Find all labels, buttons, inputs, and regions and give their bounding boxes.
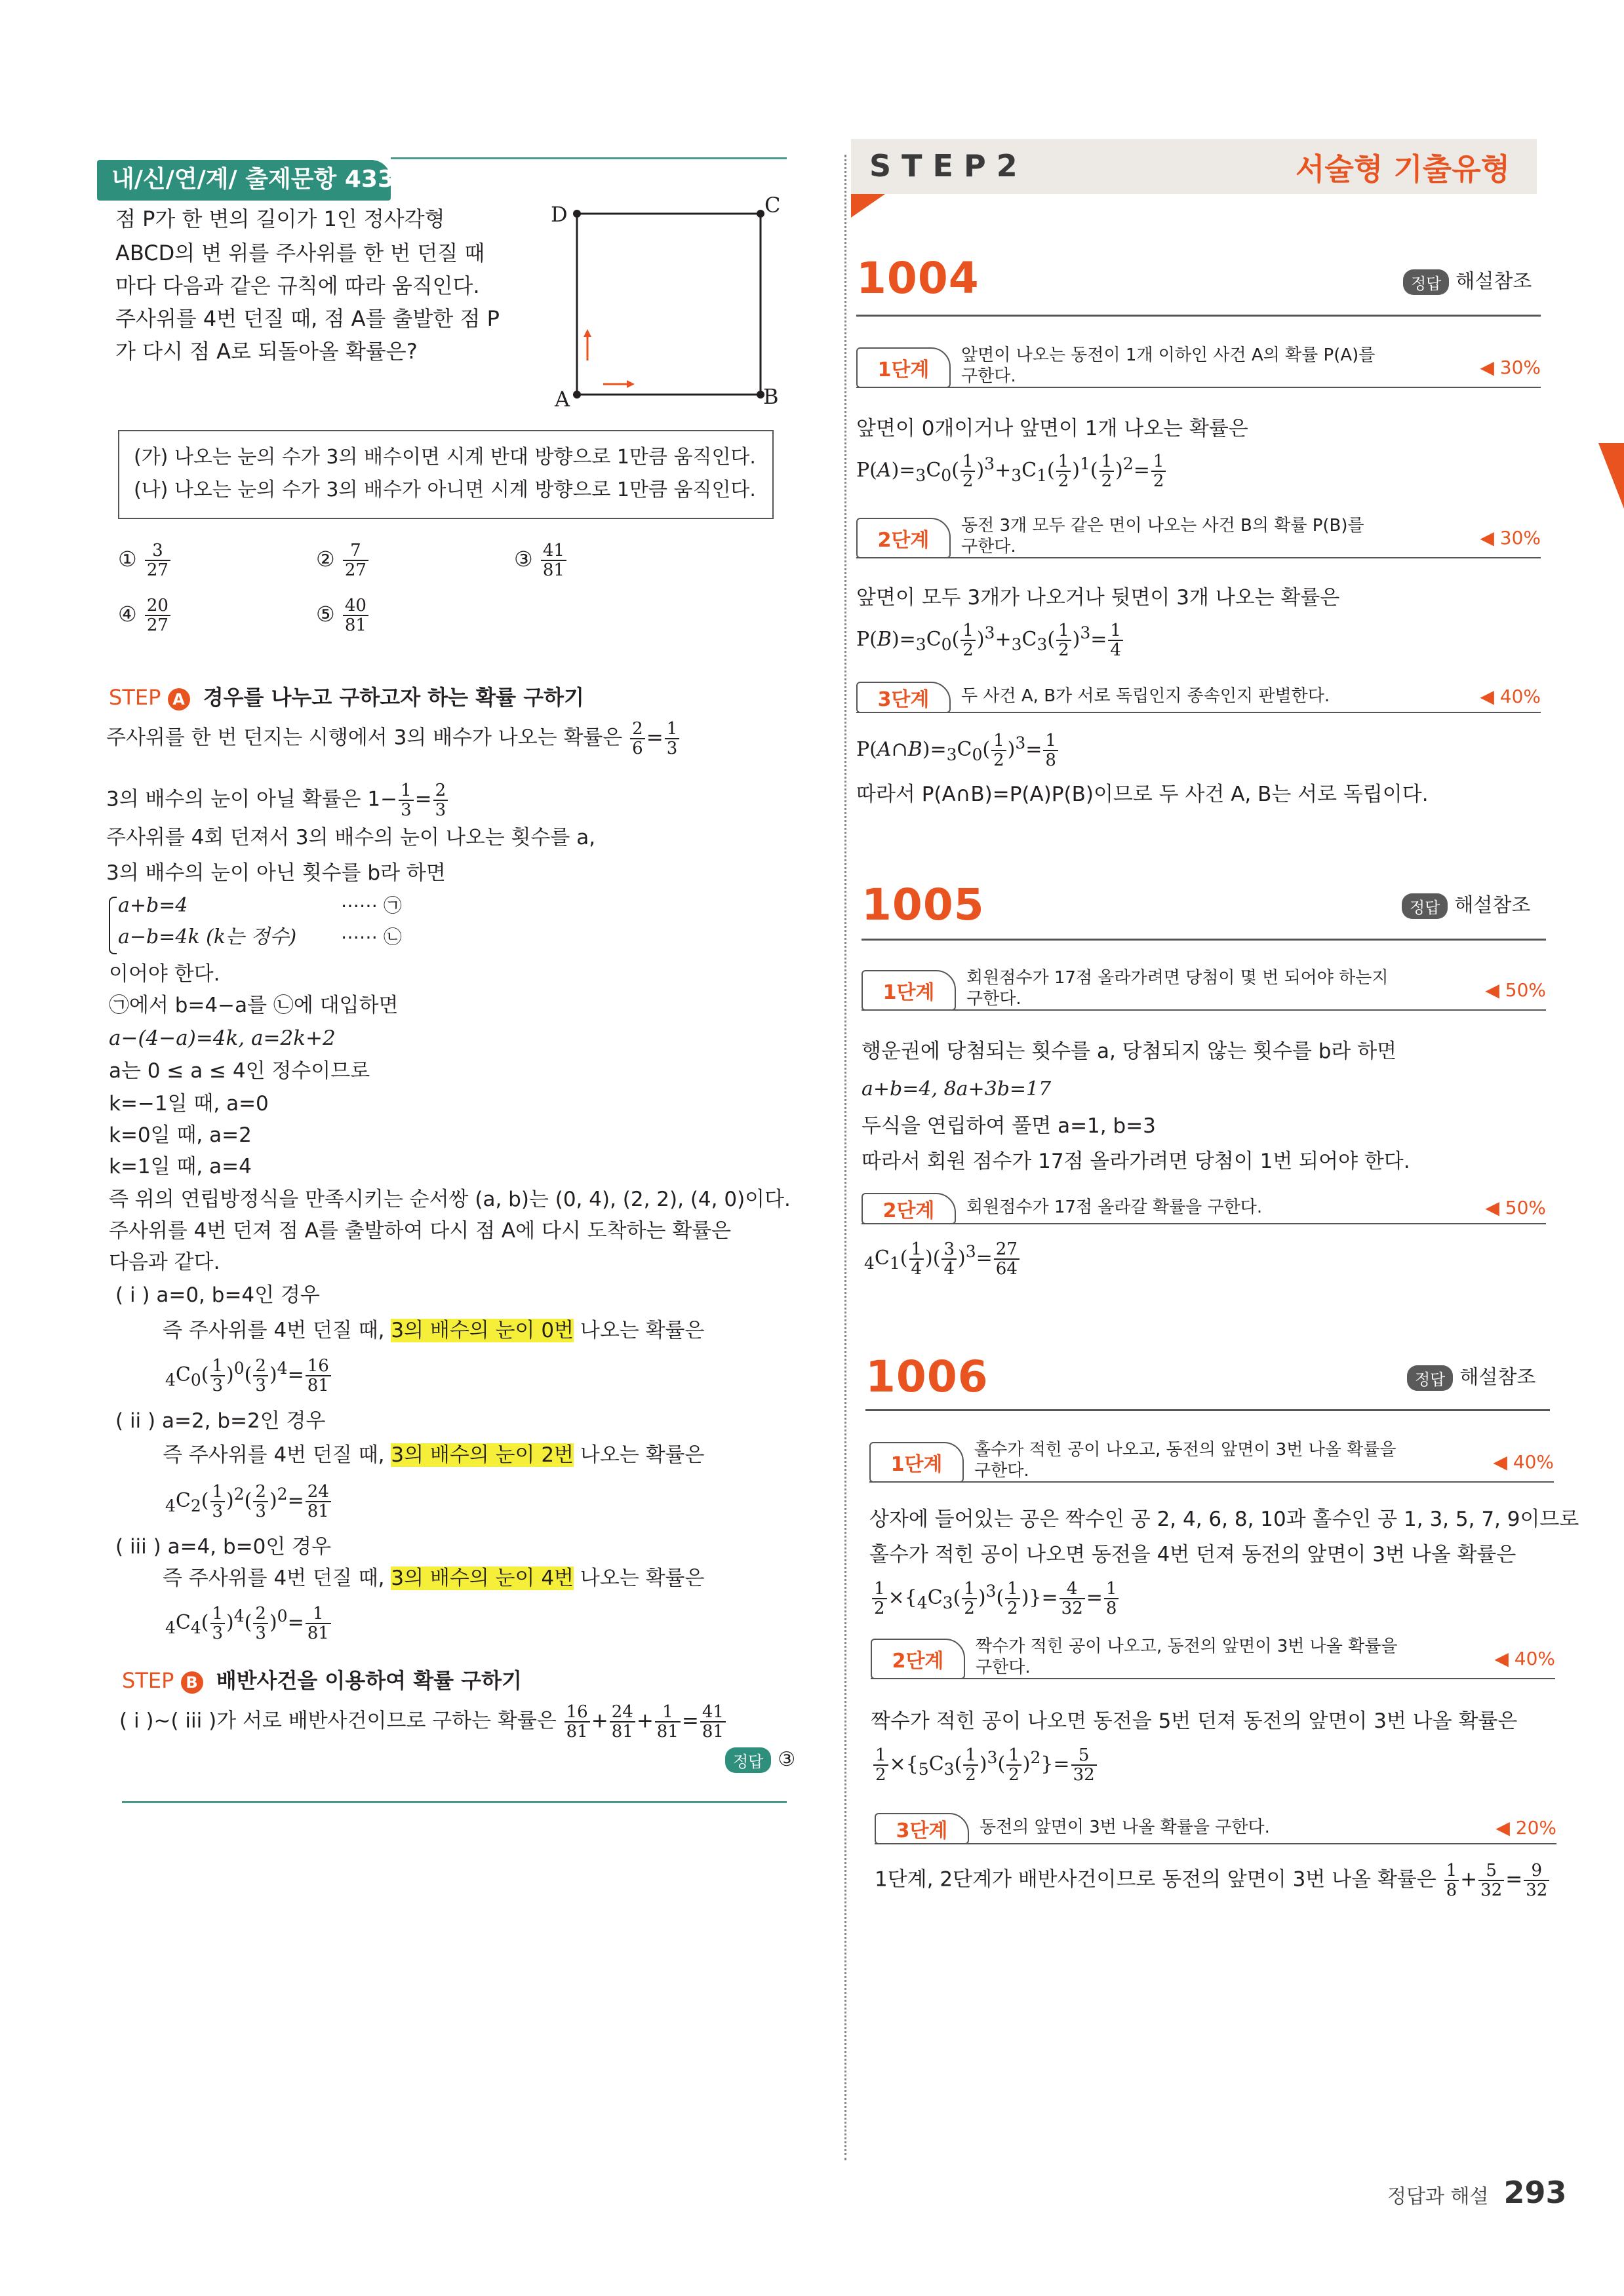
text-1004-2: 앞면이 모두 3개가 나오거나 뒷면이 3개 나오는 확률은 <box>856 586 1340 610</box>
step-b-title: 배반사건을 이용하여 확률 구하기 <box>216 1668 522 1693</box>
text-1005-2: a+b=4, 8a+3b=17 <box>862 1078 1052 1100</box>
stage-label: 2단계 <box>871 1639 965 1679</box>
orange-corner-mark <box>851 194 890 220</box>
stage-1004-2: 2단계 동전 3개 모두 같은 면이 나오는 사건 B의 확률 P(B)를 구한다. ◀ 30% <box>856 518 1541 558</box>
text-1006-1: 상자에 들어있는 공은 짝수인 공 2, 4, 6, 8, 10과 홀수인 공 1, 3, 5, 7, 9이므로 <box>869 1508 1579 1531</box>
choice-4-num: ④ <box>118 602 137 627</box>
system-eq-1-tag: ⋯⋯ ㉠ <box>341 895 402 916</box>
problem-line-3: 마다 다음과 같은 규칙에 따라 움직인다. <box>115 273 480 298</box>
stage-pct: ◀ 20% <box>1495 1817 1556 1839</box>
formula-1005: $_4C_1$( $\frac{1}{4}$ )( $\frac{3}{4}$ )$^3$= $\frac{27}{64}$ <box>864 1240 1021 1278</box>
text-1004-3: 따라서 P(A∩B)=P(A)P(B)이므로 두 사건 A, B는 서로 독립이다. <box>856 783 1429 806</box>
system-eq-2: a−b=4k (k는 정수) <box>118 925 297 948</box>
case-3-highlight: 3의 배수의 눈이 4번 <box>391 1566 574 1590</box>
answer-ref-1004: 정답 해설참조 <box>1403 265 1532 295</box>
step2-label: S T E P 2 <box>869 148 1018 184</box>
header-rule <box>391 157 787 159</box>
system-eq-1: a+b=4 <box>118 894 188 917</box>
step-b-badge: B <box>181 1671 203 1694</box>
stage-pct: ◀ 30% <box>1480 527 1541 549</box>
text-1005-1: 행운권에 당첨되는 횟수를 a, 당첨되지 않는 횟수를 b라 하면 <box>862 1040 1397 1063</box>
sol-line-13: 주사위를 4번 던져 점 A를 출발하여 다시 점 A에 다시 도착하는 확률은 <box>109 1219 732 1243</box>
text-1006-4: 1단계, 2단계가 배반사건이므로 동전의 앞면이 3번 나올 확률은 $\frac{1}{8}$ + $\frac{5}{32}$ = $\frac{9}{32}$ <box>875 1861 1551 1899</box>
text-1005-4: 따라서 회원 점수가 17점 올라가려면 당첨이 1번 되어야 한다. <box>862 1150 1410 1173</box>
vertex-label-d: D <box>551 202 568 227</box>
rule-1: (가) 나오는 눈의 수가 3의 배수이면 시계 반대 방향으로 1만큼 움직인다. <box>134 446 756 469</box>
case-1-highlight: 3의 배수의 눈이 0번 <box>391 1319 574 1342</box>
stage-1005-1: 1단계 회원점수가 17점 올라가려면 당첨이 몇 번 되어야 하는지 구한다. ◀ 50% <box>862 970 1546 1011</box>
case-3-text: 즉 주사위를 4번 던질 때, 3의 배수의 눈이 4번 나오는 확률은 <box>163 1566 705 1590</box>
sol-line-11: k=1일 때, a=4 <box>109 1155 252 1178</box>
formula-1004-pb: $P(B)=_3C_0$( $\frac{1}{2}$ )$^3+_3C_3$( $\frac{1}{2}$ )$^3$= $\frac{1}{4}$ <box>856 621 1124 659</box>
rule-2: (나) 나오는 눈의 수가 3의 배수가 아니면 시계 방향으로 1만큼 움직인다. <box>134 478 756 501</box>
stage-1004-3: 3단계 두 사건 A, B가 서로 독립인지 종속인지 판별한다. ◀ 40% <box>856 682 1541 713</box>
case-3-heading: ( iii ) a=4, b=0인 경우 <box>115 1535 332 1559</box>
case-2-heading: ( ii ) a=2, b=2인 경우 <box>115 1409 326 1433</box>
left-answer-badge: 정답 <box>725 1747 771 1773</box>
rule-1004 <box>856 315 1541 317</box>
sol-line-2: 3의 배수의 눈이 아닐 확률은 1− $\frac{1}{3}$ = $\frac{2}{3}$ <box>106 781 449 819</box>
stage-pct: ◀ 40% <box>1494 1648 1555 1669</box>
left-answer <box>725 1747 795 1773</box>
vertex-label-c: C <box>764 193 781 218</box>
problem-number-1005: 1005 <box>862 880 985 930</box>
problem-line-5: 가 다시 점 A로 되돌아올 확률은? <box>115 339 418 364</box>
text-1006-2: 홀수가 적힌 공이 나오면 동전을 4번 던져 동전의 앞면이 3번 나올 확률은 <box>869 1543 1516 1566</box>
case-2-text: 즉 주사위를 4번 던질 때, 3의 배수의 눈이 2번 나오는 확률은 <box>163 1443 705 1467</box>
page-number: 293 <box>1503 2175 1567 2210</box>
formula-1006-odd: $\frac{1}{2}$ $\times\{_4C_3$( $\frac{1}{2}$ )$^3$( $\frac{1}{2}$ )}= $\frac{4}{32}$ = $\frac{1}{8}$ <box>871 1580 1120 1618</box>
case-1-text: 즉 주사위를 4번 던질 때, 3의 배수의 눈이 0번 나오는 확률은 <box>163 1319 705 1342</box>
stage-1005-2: 2단계 회원점수가 17점 올라갈 확률을 구한다. ◀ 50% <box>862 1193 1546 1224</box>
stage-pct: ◀ 50% <box>1485 1197 1546 1218</box>
step2-title: 서술형 기출유형 <box>1296 151 1511 187</box>
final-line: ( i )~( iii )가 서로 배반사건이므로 구하는 확률은 $\frac{16}{81}$ + $\frac{24}{81}$ + $\frac{1}{81}$ = $\frac{41}{81}$ <box>119 1703 727 1741</box>
stage-label: 2단계 <box>862 1193 956 1224</box>
step-a-heading <box>109 683 584 712</box>
sol-line-5: 이어야 한다. <box>109 962 220 986</box>
sol-line-12: 즉 위의 연립방정식을 만족시키는 순서쌍 (a, b)는 (0, 4), (2, 2), (4, 0)이다. <box>109 1188 791 1211</box>
text-1004-1: 앞면이 0개이거나 앞면이 1개 나오는 확률은 <box>856 417 1248 440</box>
problem-line-1: 점 P가 한 변의 길이가 1인 정사각형 <box>115 206 445 231</box>
step-b-heading <box>122 1666 522 1695</box>
choice-2-num: ② <box>316 547 335 572</box>
problem-number-1006: 1006 <box>865 1352 989 1402</box>
case-2-formula: $_4C_2$( $\frac{1}{3}$ )$^2$( $\frac{2}{3}$ )$^2$= $\frac{24}{81}$ <box>165 1483 332 1521</box>
choice-2[interactable]: ② $\frac{7}{27}$ <box>316 541 370 579</box>
stage-label: 1단계 <box>856 347 951 388</box>
stage-pct: ◀ 50% <box>1485 979 1546 1001</box>
formula-1006-even: $\frac{1}{2}$ $\times\{_5C_3$( $\frac{1}{2}$ )$^3$( $\frac{1}{2}$ )$^2$}= $\frac{5}{32}$ <box>872 1746 1098 1784</box>
stage-label: 1단계 <box>862 970 956 1011</box>
stage-pct: ◀ 30% <box>1480 357 1541 378</box>
stage-pct: ◀ 40% <box>1493 1451 1554 1473</box>
sol-line-4: 3의 배수의 눈이 아닌 횟수를 b라 하면 <box>106 861 446 885</box>
rule-1006 <box>865 1409 1550 1411</box>
choice-1-num: ① <box>118 547 137 572</box>
step-a-label: STEP <box>109 685 161 710</box>
problem-line-4: 주사위를 4번 던질 때, 점 A를 출발한 점 P <box>115 306 500 331</box>
problem-number-1004: 1004 <box>856 253 980 303</box>
rule-1005 <box>862 939 1546 941</box>
stage-pct: ◀ 40% <box>1480 686 1541 707</box>
system-eq-2-tag: ⋯⋯ ㉡ <box>341 926 402 948</box>
choice-5[interactable]: ⑤ $\frac{40}{81}$ <box>316 596 370 634</box>
choice-5-num: ⑤ <box>316 602 335 627</box>
sol-line-8: a는 0 ≤ a ≤ 4인 정수이므로 <box>109 1059 370 1083</box>
choice-3-num: ③ <box>514 547 533 572</box>
stage-1006-3: 3단계 동전의 앞면이 3번 나올 확률을 구한다. ◀ 20% <box>875 1813 1556 1844</box>
square-diagram <box>544 197 793 413</box>
formula-1004-pa: $P(A)=_3C_0$( $\frac{1}{2}$ )$^3+_3C_1$( $\frac{1}{2}$ )$^1$( $\frac{1}{2}$ )$^2$= $\frac{1}{2}$ <box>856 452 1167 490</box>
case-2-highlight: 3의 배수의 눈이 2번 <box>391 1443 574 1467</box>
stage-label: 2단계 <box>856 518 951 558</box>
problem-line-2: ABCD의 변 위를 주사위를 한 번 던질 때 <box>115 241 485 265</box>
stage-label: 3단계 <box>875 1813 969 1844</box>
left-answer-value: ③ <box>778 1748 796 1771</box>
formula-1004-pab: $P(A\cap B)=_3C_0$( $\frac{1}{2}$ )$^3$= $\frac{1}{8}$ <box>856 731 1060 769</box>
choice-4[interactable]: ④ $\frac{20}{27}$ <box>118 596 172 634</box>
stage-1006-1: 1단계 홀수가 적힌 공이 나오고, 동전의 앞면이 3번 나올 확률을 구한다. ◀ 40% <box>869 1442 1554 1483</box>
system-brace <box>109 897 117 954</box>
choice-1[interactable]: ① $\frac{3}{27}$ <box>118 541 172 579</box>
edge-tab-mark <box>1598 443 1624 509</box>
case-1-formula: $_4C_0$( $\frac{1}{3}$ )$^0$( $\frac{2}{3}$ )$^4$= $\frac{16}{81}$ <box>165 1357 332 1395</box>
left-bottom-rule <box>122 1801 787 1803</box>
sol-line-3: 주사위를 4회 던져서 3의 배수의 눈이 나오는 횟수를 a, <box>106 826 596 849</box>
step-a-title: 경우를 나누고 구하고자 하는 확률 구하기 <box>203 685 584 710</box>
footer-label: 정답과 해설 <box>1387 2185 1489 2208</box>
choice-3[interactable]: ③ $\frac{41}{81}$ <box>514 541 568 579</box>
sol-line-9: k=−1일 때, a=0 <box>109 1092 269 1116</box>
vertex-label-a: A <box>555 387 570 412</box>
vertex-label-b: B <box>763 384 779 409</box>
sol-line-6: ㉠에서 b=4−a를 ㉡에 대입하면 <box>109 994 399 1017</box>
header-tag-text: 내/신/연/계/ 출제문항 433 <box>111 166 395 193</box>
stage-label: 1단계 <box>869 1442 964 1483</box>
step-a-badge: A <box>168 688 190 710</box>
case-3-formula: $_4C_4$( $\frac{1}{3}$ )$^4$( $\frac{2}{3}$ )$^0$= $\frac{1}{81}$ <box>165 1605 332 1643</box>
column-separator <box>844 155 846 2160</box>
sol-line-7: a−(4−a)=4k, a=2k+2 <box>109 1026 336 1050</box>
stage-label: 3단계 <box>856 682 951 713</box>
text-1006-3: 짝수가 적힌 공이 나오면 동전을 5번 던져 동전의 앞면이 3번 나올 확률은 <box>871 1709 1518 1733</box>
stage-1006-2: 2단계 짝수가 적힌 공이 나오고, 동전의 앞면이 3번 나올 확률을 구한다. ◀ 40% <box>871 1639 1555 1679</box>
sol-line-14: 다음과 같다. <box>109 1251 220 1274</box>
case-1-heading: ( i ) a=0, b=4인 경우 <box>115 1283 320 1307</box>
step-b-label: STEP <box>122 1668 174 1693</box>
footer <box>1387 2175 1567 2210</box>
answer-ref-1005: 정답 해설참조 <box>1402 889 1530 919</box>
sol-line-1: 주사위를 한 번 던지는 시행에서 3의 배수가 나오는 확률은 $\frac{2}{6}$ = $\frac{1}{3}$ <box>106 720 681 758</box>
stage-1004-1: 1단계 앞면이 나오는 동전이 1개 이하인 사건 A의 확률 P(A)를 구한다. ◀ 30% <box>856 347 1541 388</box>
sol-line-10: k=0일 때, a=2 <box>109 1123 252 1147</box>
text-1005-3: 두식을 연립하여 풀면 a=1, b=3 <box>862 1114 1156 1138</box>
answer-ref-1006: 정답 해설참조 <box>1407 1361 1535 1391</box>
